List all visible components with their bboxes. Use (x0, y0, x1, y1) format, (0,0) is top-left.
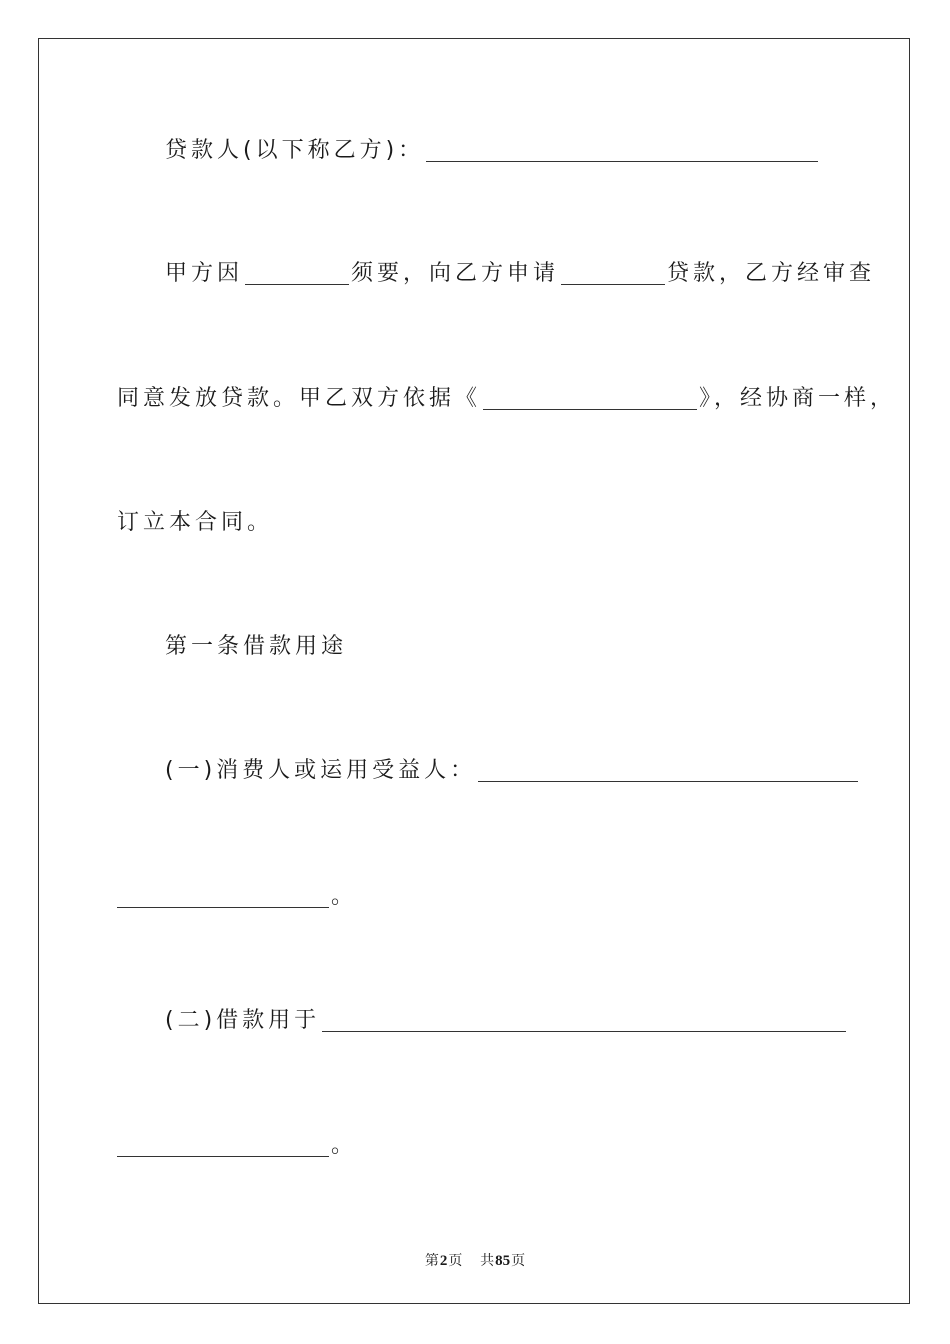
purpose-line-1-part-3: 贷款，乙方经审查 (667, 261, 876, 286)
item-1-blank (478, 763, 858, 782)
item-1-label: (一)消费人或运用受益人： (165, 758, 477, 783)
basis-blank (483, 391, 697, 410)
item-1-end-line (117, 886, 357, 908)
page-footer (0, 1250, 950, 1270)
footer-prefix: 第 (424, 1253, 439, 1269)
purpose-line-2-part-1: 同意发放贷款。甲乙双方依据《 (117, 386, 482, 411)
purpose-line-3 (117, 512, 273, 534)
purpose-line-1-part-2: 须要，向乙方申请 (351, 261, 560, 286)
purpose-line-1 (165, 263, 875, 285)
lender-line (165, 140, 820, 162)
purpose-line-1-part-1: 甲方因 (165, 261, 244, 286)
footer-total-prefix: 共 (480, 1253, 495, 1269)
item-2-label: (二)借款用于 (165, 1008, 321, 1033)
lender-label: 贷款人(以下称乙方)： (165, 138, 425, 163)
lender-blank (426, 143, 818, 162)
footer-page-suffix: 页 (448, 1253, 463, 1269)
item-2-blank (322, 1013, 846, 1032)
item-1-continued-blank (117, 889, 329, 908)
item-2-line (165, 1010, 848, 1032)
item-1-line (165, 760, 860, 782)
article-1-title (165, 636, 347, 658)
purpose-line-3-text: 订立本合同。 (117, 510, 274, 535)
footer-page-number: 2 (439, 1253, 448, 1269)
page-frame (38, 38, 910, 1304)
purpose-line-2-part-2: 》，经协商一样， (699, 386, 897, 411)
footer-total-pages: 85 (495, 1253, 511, 1269)
item-2-continued-blank (117, 1138, 329, 1157)
footer-total-suffix: 页 (511, 1253, 526, 1269)
item-2-end-line (117, 1135, 357, 1157)
purpose-line-2 (117, 388, 896, 410)
loan-type-blank (561, 266, 665, 285)
item-1-end-mark: 。 (331, 884, 358, 909)
item-2-end-mark: 。 (331, 1133, 358, 1158)
reason-blank (245, 266, 349, 285)
article-1-title-text: 第一条借款用途 (165, 634, 348, 659)
